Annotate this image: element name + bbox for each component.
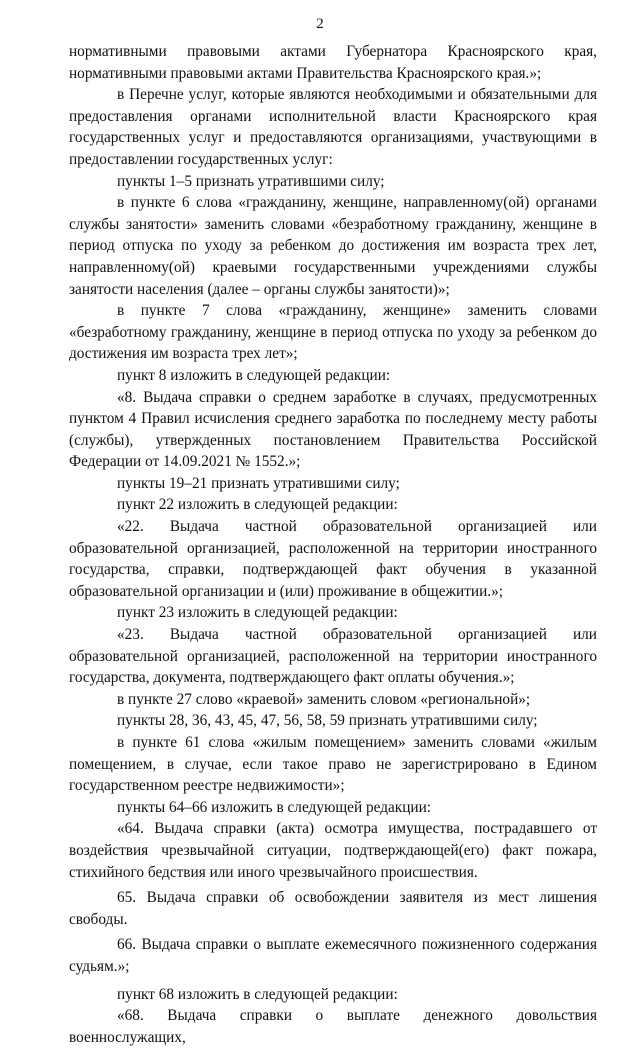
paragraph: «23. Выдача частной образовательной организацией или образовательной организацией, расположенной на территории иностранного государства, документа, подтверждающего факт оплаты обучения.»; <box>69 626 597 687</box>
paragraph: «68. Выдача справки о выплате денежного довольствия военнослужащих, <box>69 1007 597 1046</box>
paragraph: в пункте 6 слова «гражданину, женщине, направленному(ой) органами службы занятости» заменить словами «безработному гражданину, женщине в период отпуска по уходу за ребенком до достижения им возраста трех лет, направленному(ой) краевыми государственными учреждениями службы занятости населения (далее – органы службы занятости)»; <box>69 194 597 298</box>
paragraph: пункты 19–21 признать утратившими силу; <box>117 474 400 492</box>
paragraph: нормативными правовыми актами Губернатора Красноярского края, нормативными правовыми актами Правительства Красноярского края.»; <box>69 43 597 82</box>
paragraph: пункты 64–66 изложить в следующей редакции: <box>117 798 432 816</box>
paragraph: «8. Выдача справки о среднем заработке в случаях, предусмотренных пунктом 4 Правил исчисления среднего заработка по последнему месту работы (службы), утвержденных постановлением Правительства Российской Федерации от 14.09.2021 № 1552.»; <box>69 388 597 471</box>
paragraph: «22. Выдача частной образовательной организацией или образовательной организацией, расположенной на территории иностранного государства, справки, подтверждающей факт обучения в указанной образовательной организации и (или) проживание в общежитии.»; <box>69 518 597 600</box>
paragraph: пункт 8 изложить в следующей редакции: <box>117 366 391 384</box>
paragraph: пункты 1–5 признать утратившими силу; <box>117 172 385 190</box>
paragraph: «64. Выдача справки (акта) осмотра имущества, пострадавшего от воздействия чрезвычайной ситуации, подтверждающей(его) факт пожара, стихийного бедствия или иного чрезвычайного происшествия. <box>69 820 597 881</box>
paragraph: в пункте 27 слово «краевой» заменить словом «региональной»; <box>117 690 531 708</box>
paragraph: пункт 22 изложить в следующей редакции: <box>117 496 398 514</box>
paragraph: пункт 23 изложить в следующей редакции: <box>117 604 398 622</box>
paragraph: в Перечне услуг, которые являются необходимыми и обязательными для предоставления органами исполнительной власти Красноярского края государственных услуг и предоставляются организациями, участвующими в предоставлении государственных услуг: <box>69 86 597 168</box>
paragraph: пункт 68 изложить в следующей редакции: <box>117 985 398 1003</box>
paragraph: 65. Выдача справки об освобождении заявителя из мест лишения свободы. <box>69 889 597 928</box>
paragraph: в пункте 7 слова «гражданину, женщине» заменить словами «безработному гражданину, женщине в период отпуска по уходу за ребенком до достижения им возраста трех лет»; <box>69 302 597 363</box>
paragraph: 66. Выдача справки о выплате ежемесячного пожизненного содержания судьям.»; <box>69 936 597 975</box>
paragraph: в пункте 61 слова «жилым помещением» заменить словами «жилым помещением, в случае, если такое право не зарегистрировано в Едином государственном реестре недвижимости»; <box>69 734 597 795</box>
document-body <box>69 41 597 1048</box>
paragraph: пункты 28, 36, 43, 45, 47, 56, 58, 59 признать утратившими силу; <box>117 712 538 730</box>
page-number: 2 <box>316 16 324 32</box>
